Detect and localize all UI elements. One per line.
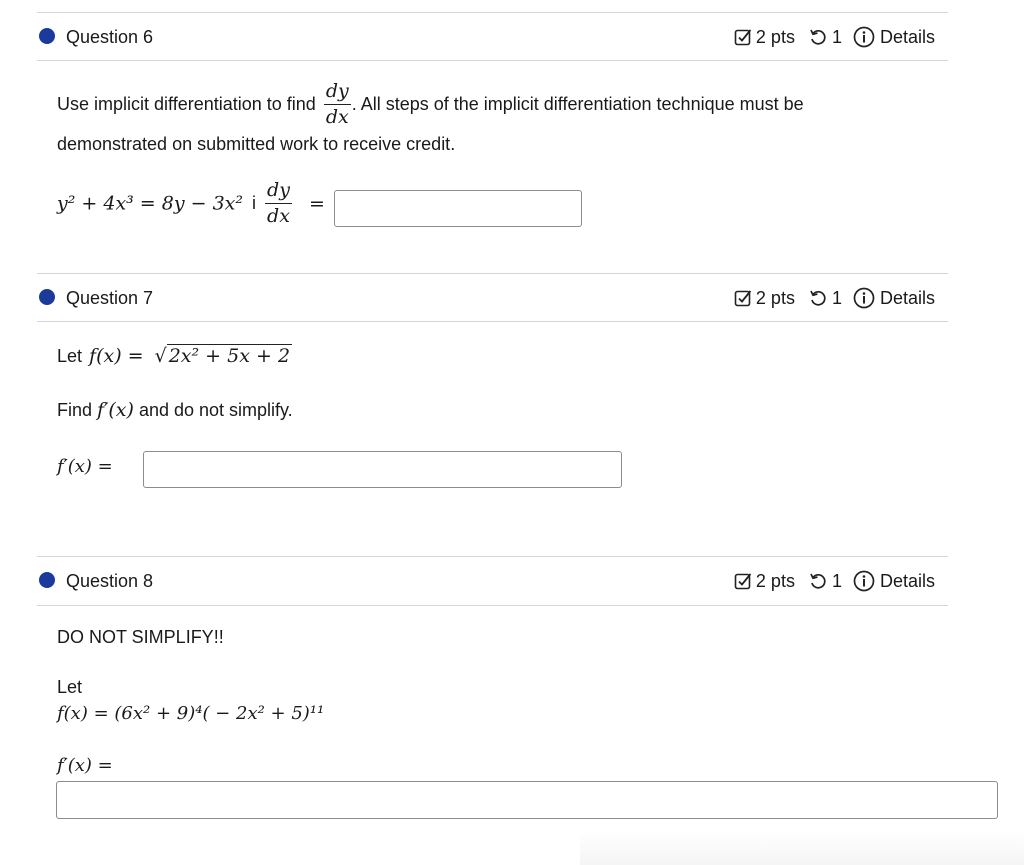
- points-label: 2 pts: [755, 26, 795, 47]
- question-8-answer-label: f′(x) =: [57, 755, 113, 776]
- undo-icon: [809, 572, 827, 590]
- details-link[interactable]: Details: [879, 26, 935, 47]
- question-meta: [734, 26, 935, 48]
- points-label: 2 pts: [755, 570, 795, 591]
- separator-glyph: i: [252, 193, 257, 213]
- question-title: Question 7: [66, 288, 154, 308]
- question-meta: [734, 287, 935, 309]
- question-8-let: Let: [57, 677, 83, 697]
- question-title: Question 6: [66, 27, 154, 47]
- answer-input-q6[interactable]: [334, 190, 582, 227]
- tries-label: 1: [831, 570, 842, 591]
- question-header: [37, 12, 948, 61]
- tries-label: 1: [831, 287, 842, 308]
- status-dot: [39, 289, 55, 305]
- question-8: [37, 556, 948, 606]
- info-icon[interactable]: [853, 26, 875, 48]
- status-dot: [39, 572, 55, 588]
- question-title: Question 8: [66, 571, 154, 591]
- question-8-warning: DO NOT SIMPLIFY!!: [57, 627, 224, 647]
- question-7: [37, 273, 948, 322]
- details-link[interactable]: Details: [879, 287, 935, 308]
- question-7-function: Let f(x) = √ 2x² + 5x + 2: [57, 345, 291, 367]
- question-6-prompt-line2: demonstrated on submitted work to receive credit.: [57, 134, 456, 154]
- question-header: [37, 556, 948, 606]
- answer-input-q7[interactable]: [143, 451, 622, 488]
- question-7-answer-label: f′(x) =: [57, 456, 113, 477]
- dy-dx-fraction: $\frac{dy}{dx}$: [325, 80, 349, 128]
- info-icon[interactable]: [853, 287, 875, 309]
- tries-label: 1: [831, 26, 842, 47]
- checkbox-edit-icon: [734, 28, 752, 46]
- dy-dx-fraction: $\frac{dy}{dx}$: [267, 179, 290, 227]
- question-6-prompt: Use implicit differentiation to find $\frac{dy}{dx}$ . All steps of the implicit differentiation technique must be: [57, 80, 804, 128]
- question-header: [37, 273, 948, 322]
- question-8-function: f(x) = (6x² + 9)⁴( − 2x² + 5)¹¹: [57, 703, 325, 724]
- points-label: 2 pts: [755, 287, 795, 308]
- question-6-equation: y² + 4x³ = 8y − 3x² i $\frac{dy}{dx}$ =: [57, 179, 325, 227]
- undo-icon: [809, 289, 827, 307]
- details-link[interactable]: Details: [879, 570, 935, 591]
- sqrt-symbol: √: [154, 345, 167, 367]
- question-6: [37, 12, 948, 61]
- checkbox-edit-icon: [734, 289, 752, 307]
- undo-icon: [809, 28, 827, 46]
- question-7-instruction: Find f′(x) and do not simplify.: [57, 399, 293, 421]
- answer-input-q8[interactable]: [56, 781, 998, 819]
- question-meta: [734, 570, 935, 592]
- checkbox-edit-icon: [734, 572, 752, 590]
- status-dot: [39, 28, 55, 44]
- page-shadow: [580, 830, 1024, 865]
- info-icon[interactable]: [853, 570, 875, 592]
